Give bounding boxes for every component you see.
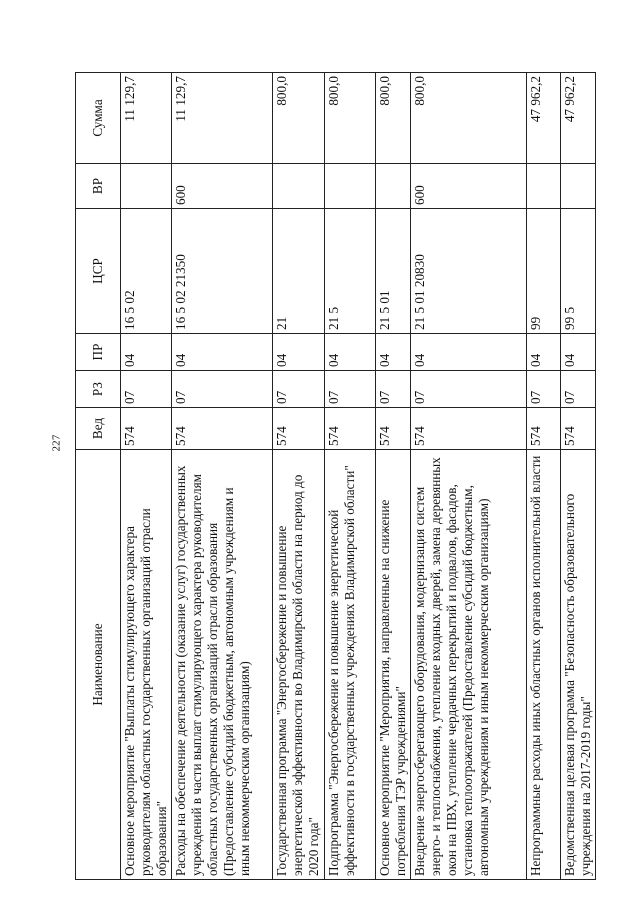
cell-pr: 04 <box>172 334 273 371</box>
cell-csr: 21 5 <box>325 209 376 334</box>
table-row <box>325 73 376 880</box>
cell-pr: 04 <box>273 334 325 371</box>
header-name: Наименование <box>76 450 121 880</box>
cell-vr <box>561 164 596 209</box>
cell-rz: 07 <box>561 371 596 408</box>
cell-csr: 16 5 02 21350 <box>172 209 273 334</box>
cell-ved: 574 <box>561 408 596 450</box>
cell-sum: 47 962,2 <box>561 73 596 164</box>
cell-sum: 11 129,7 <box>172 73 273 164</box>
cell-csr: 21 <box>273 209 325 334</box>
cell-rz: 07 <box>273 371 325 408</box>
cell-csr: 21 5 01 20830 <box>411 209 527 334</box>
header-pr: ПР <box>76 334 121 371</box>
table-row <box>527 73 561 880</box>
cell-name: Основное мероприятие "Выплаты стимулирующего характера руководителям областных государственных организаций отрасли образования" <box>121 450 172 880</box>
cell-pr: 04 <box>561 334 596 371</box>
cell-ved: 574 <box>121 408 172 450</box>
cell-vr <box>273 164 325 209</box>
cell-pr: 04 <box>325 334 376 371</box>
cell-vr: 600 <box>172 164 273 209</box>
cell-ved: 574 <box>172 408 273 450</box>
header-csr: ЦСР <box>76 209 121 334</box>
cell-rz: 07 <box>527 371 561 408</box>
cell-ved: 574 <box>411 408 527 450</box>
cell-name: Основное мероприятие "Мероприятия, направленные на снижение потребления ТЭР учреждениями" <box>376 450 411 880</box>
header-rz: РЗ <box>76 371 121 408</box>
cell-ved: 574 <box>325 408 376 450</box>
table-row <box>273 73 325 880</box>
cell-pr: 04 <box>527 334 561 371</box>
cell-sum: 11 129,7 <box>121 73 172 164</box>
page-number: 227 <box>50 434 63 452</box>
cell-name: Внедрение энергосберегающего оборудования, модернизация систем энерго- и теплоснабжения, утепление входных дверей, замена деревянных окон на ПВХ, утепление чердачных перекрытий и подвалов, фасадов, установка теплоотражателей (Предоставление субсидий бюджетным, автономным учреждениям и иным некоммерческим организациям) <box>411 450 527 880</box>
cell-ved: 574 <box>376 408 411 450</box>
table-row <box>561 73 596 880</box>
rotated-table-wrapper <box>75 73 593 880</box>
header-vr: ВР <box>76 164 121 209</box>
cell-ved: 574 <box>527 408 561 450</box>
cell-csr: 16 5 02 <box>121 209 172 334</box>
cell-sum: 800,0 <box>376 73 411 164</box>
table-row <box>121 73 172 880</box>
cell-csr: 99 5 <box>561 209 596 334</box>
cell-rz: 07 <box>325 371 376 408</box>
cell-vr <box>121 164 172 209</box>
cell-pr: 04 <box>121 334 172 371</box>
cell-sum: 47 962,2 <box>527 73 561 164</box>
cell-csr: 21 5 01 <box>376 209 411 334</box>
budget-table <box>75 72 596 880</box>
cell-csr: 99 <box>527 209 561 334</box>
cell-rz: 07 <box>172 371 273 408</box>
cell-vr: 600 <box>411 164 527 209</box>
cell-name: Расходы на обеспечение деятельности (оказание услуг) государственных учреждений в части выплат стимулирующего характера руководителям областных государственных организаций отрасли образования (Предоставление субсидий бюджетным, автономным учреждениям и иным некоммерческим организациям) <box>172 450 273 880</box>
cell-sum: 800,0 <box>273 73 325 164</box>
cell-vr <box>325 164 376 209</box>
cell-sum: 800,0 <box>325 73 376 164</box>
table-row <box>172 73 273 880</box>
table-row <box>411 73 527 880</box>
table-header-row <box>76 73 121 880</box>
cell-rz: 07 <box>121 371 172 408</box>
header-sum: Сумма <box>76 73 121 164</box>
cell-ved: 574 <box>273 408 325 450</box>
cell-vr <box>376 164 411 209</box>
cell-rz: 07 <box>376 371 411 408</box>
cell-vr <box>527 164 561 209</box>
table-row <box>376 73 411 880</box>
cell-sum: 800,0 <box>411 73 527 164</box>
cell-name: Государственная программа "Энергосбережение и повышение энергетической эффективности во Владимирской области на период до 2020 года" <box>273 450 325 880</box>
cell-name: Ведомственная целевая программа "Безопасность образовательного учреждения на 2017-2019 годы" <box>561 450 596 880</box>
cell-pr: 04 <box>376 334 411 371</box>
cell-pr: 04 <box>411 334 527 371</box>
header-ved: Вед <box>76 408 121 450</box>
cell-rz: 07 <box>411 371 527 408</box>
cell-name: Непрограммные расходы иных областных органов исполнительной власти <box>527 450 561 880</box>
cell-name: Подпрограмма "Энергосбережение и повышение энергетической эффективности в государственных учреждениях Владимирской области" <box>325 450 376 880</box>
